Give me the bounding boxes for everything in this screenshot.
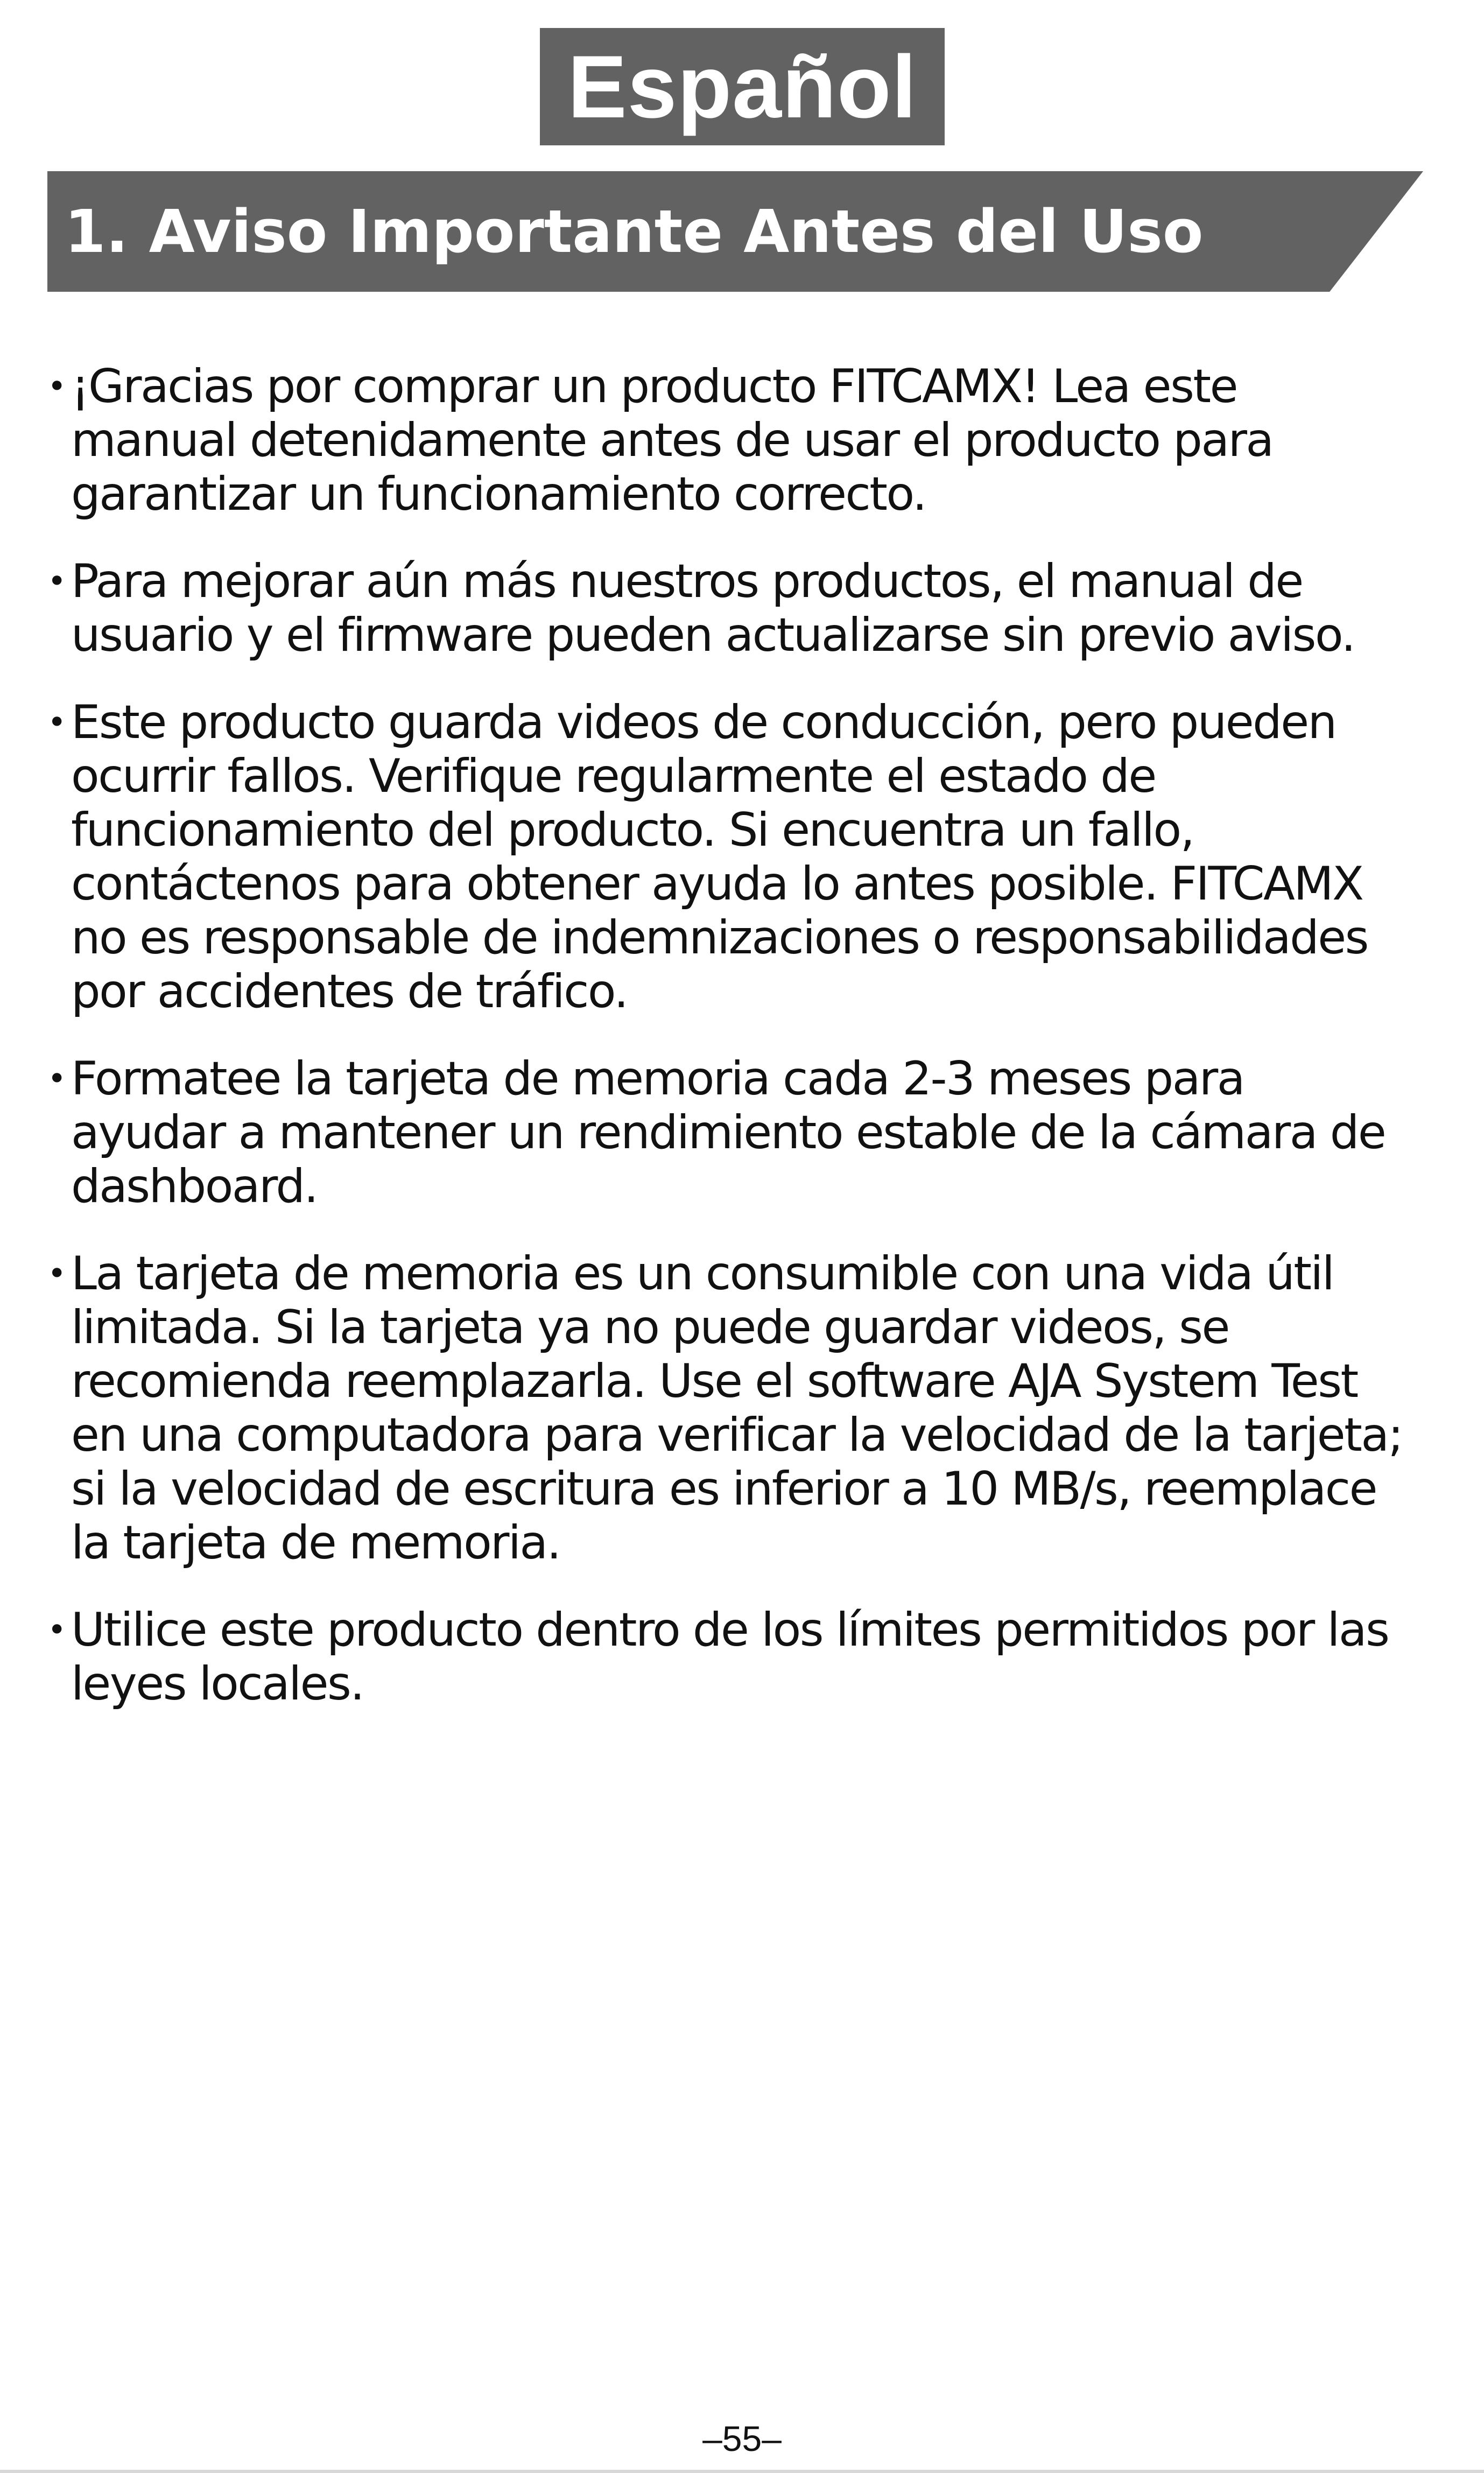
section-title: 1. Aviso Importante Antes del Uso: [65, 197, 1204, 266]
list-item-text: Este producto guarda videos de conducción, pero pueden ocurrir fallos. Verifique regularmente el estado de funcionamiento del producto. Si encuentra un fallo, contáctenos para obtener ayuda lo antes posible. FITCAMX no es responsable de indemnizaciones o responsabilidades por accidentes de tráfico.: [71, 695, 1368, 1018]
page-number: –55–: [702, 2419, 782, 2458]
list-item: [43, 695, 1410, 1018]
list-item: [43, 1052, 1410, 1213]
bullet-dot-icon: •: [47, 704, 65, 741]
list-item-text: Para mejorar aún más nuestros productos, el manual de usuario y el firmware pueden actualizarse sin previo aviso.: [71, 554, 1355, 662]
bullet-dot-icon: •: [47, 1255, 65, 1292]
list-item: [43, 1603, 1410, 1711]
list-item-text: La tarjeta de memoria es un consumible con una vida útil limitada. Si la tarjeta ya no puede guardar videos, se recomienda reemplazarla. Use el software AJA System Test en una computadora para verificar la velocidad de la tarjeta; si la velocidad de escritura es inferior a 10 MB/s, reemplace la tarjeta de memoria.: [71, 1247, 1403, 1570]
list-item-text: ¡Gracias por comprar un producto FITCAMX! Lea este manual detenidamente antes de usar el producto para garantizar un funcionamiento correcto.: [71, 360, 1273, 521]
bottom-divider: [0, 2470, 1484, 2473]
language-badge: Español: [540, 28, 945, 145]
list-item: [43, 1247, 1410, 1570]
bullet-dot-icon: •: [47, 563, 65, 600]
bullet-dot-icon: •: [47, 1060, 65, 1098]
bullet-dot-icon: •: [47, 1611, 65, 1649]
list-item-text: Utilice este producto dentro de los límites permitidos por las leyes locales.: [71, 1603, 1389, 1711]
list-item: [43, 554, 1410, 662]
notice-list: [43, 360, 1410, 1744]
bullet-dot-icon: •: [47, 368, 65, 405]
list-item-text: Formatee la tarjeta de memoria cada 2-3 meses para ayudar a mantener un rendimiento estable de la cámara de dashboard.: [71, 1052, 1385, 1213]
list-item: [43, 360, 1410, 521]
